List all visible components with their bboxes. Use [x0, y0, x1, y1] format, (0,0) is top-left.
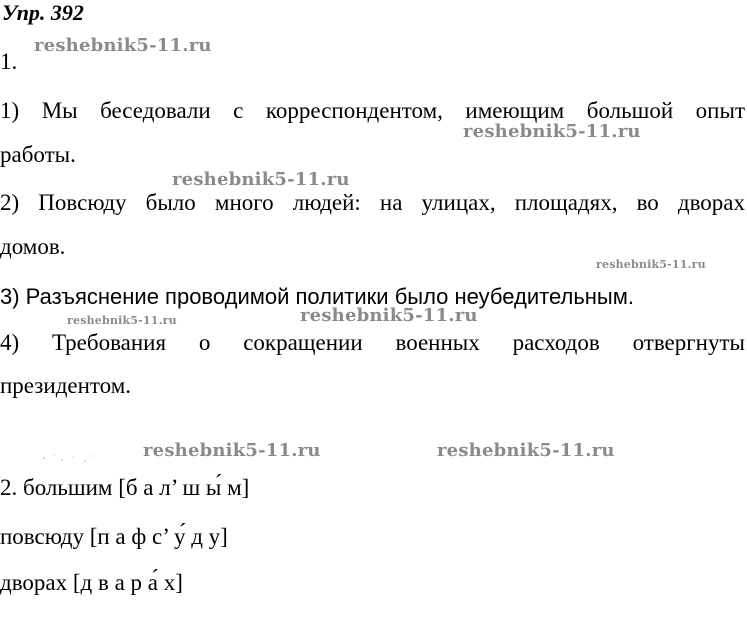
watermark: reshebnik5-11.ru — [34, 35, 212, 56]
watermark: reshebnik5-11.ru — [172, 169, 350, 190]
sentence-1-line-2: работы. — [0, 142, 76, 167]
part1-number: 1. — [0, 49, 18, 74]
watermark: reshebnik5-11.ru — [596, 258, 706, 271]
sentence-4-line-2: президентом. — [0, 373, 132, 398]
watermark: reshebnik5-11.ru — [300, 305, 478, 326]
watermark: reshebnik5-11.ru — [437, 440, 615, 461]
phonetic-item-2: повсюду [п а ф с’ у́ д у] — [0, 524, 228, 549]
sentence-4-line-1: 4) Требования о сокращении военных расходов отвергнуты — [0, 330, 745, 355]
page-title: Упр. 392 — [2, 0, 84, 25]
sentence-1-line-1: 1) Мы беседовали с корреспондентом, имеющим большой опыт — [0, 98, 745, 123]
watermark: reshebnik5-11.ru — [463, 121, 641, 142]
phonetic-item-3: дворах [д в а р а́ х] — [0, 570, 183, 595]
scan-noise — [40, 452, 100, 464]
sentence-2-line-2: домов. — [0, 234, 66, 259]
sentence-3: 3) Разъяснение проводимой политики было неубедительным. — [0, 284, 634, 309]
phonetic-item-1: 2. большим [б а л’ ш ы́ м] — [0, 475, 250, 500]
watermark: reshebnik5-11.ru — [67, 314, 177, 327]
sentence-2-line-1: 2) Повсюду было много людей: на улицах, площадях, во дворах — [0, 190, 745, 215]
watermark: reshebnik5-11.ru — [143, 440, 321, 461]
